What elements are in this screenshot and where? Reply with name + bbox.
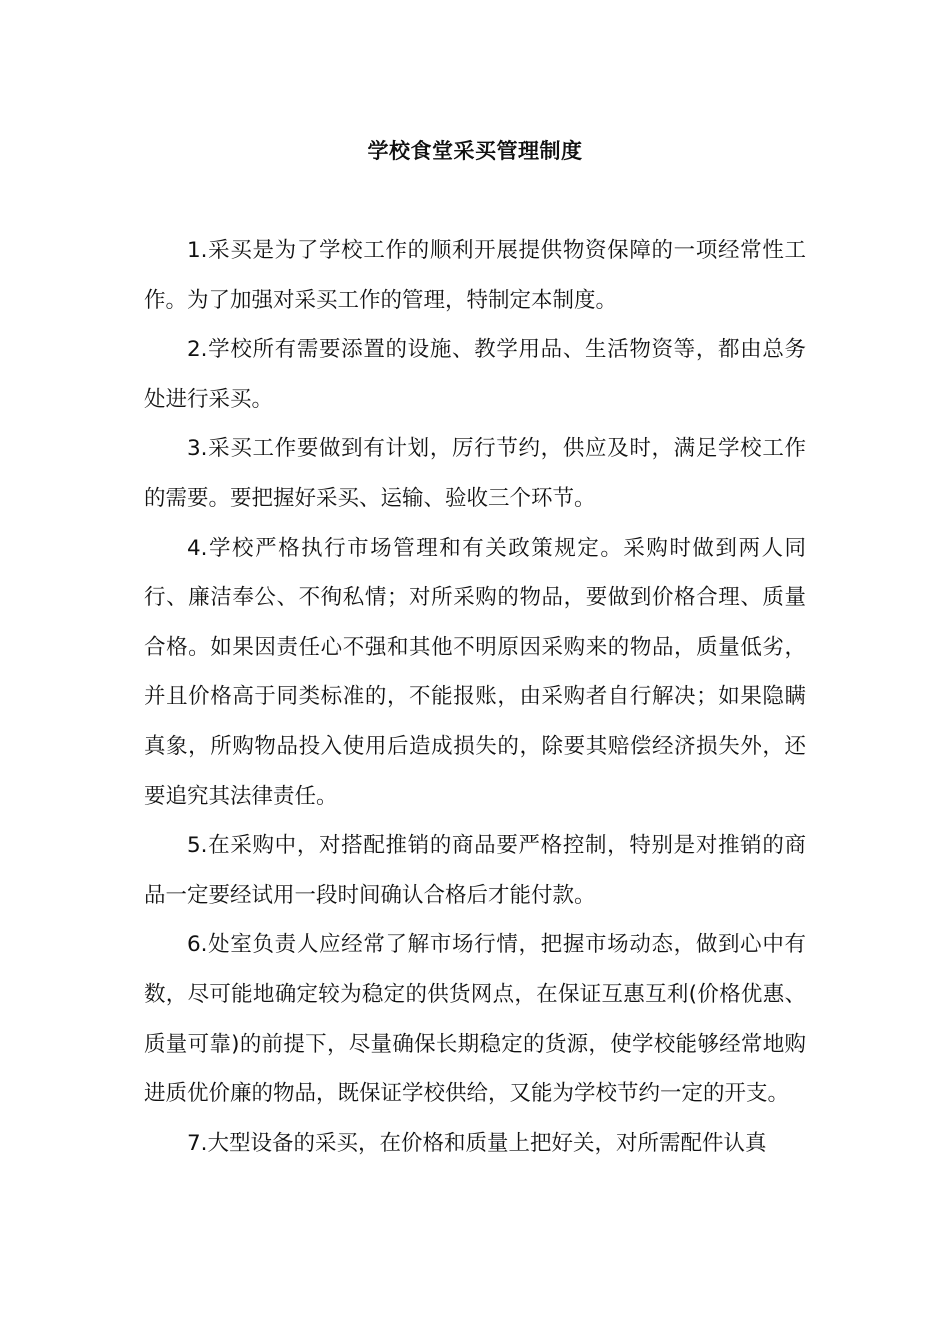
paragraph-3: 3.采买工作要做到有计划，厉行节约，供应及时，满足学校工作的需要。要把握好采买、运输、验收三个环节。 bbox=[144, 436, 806, 511]
paragraph-1: 1.采买是为了学校工作的顺利开展提供物资保障的一项经常性工作。为了加强对采买工作的管理，特制定本制度。 bbox=[144, 238, 806, 313]
paragraph-6: 6.处室负责人应经常了解市场行情，把握市场动态，做到心中有数，尽可能地确定较为稳定的供货网点，在保证互惠互利(价格优惠、质量可靠)的前提下，尽量确保长期稳定的货源，使学校能够经常地购进质优价廉的物品，既保证学校供给，又能为学校节约一定的开支。 bbox=[144, 932, 806, 1107]
paragraph-2: 2.学校所有需要添置的设施、教学用品、生活物资等，都由总务处进行采买。 bbox=[144, 337, 806, 412]
document-body bbox=[144, 226, 806, 1168]
paragraph-5: 5.在采购中，对搭配推销的商品要严格控制，特别是对推销的商品一定要经试用一段时间确认合格后才能付款。 bbox=[144, 833, 806, 908]
paragraph-4: 4.学校严格执行市场管理和有关政策规定。采购时做到两人同行、廉洁奉公、不徇私情；对所采购的物品，要做到价格合理、质量合格。如果因责任心不强和其他不明原因采购来的物品，质量低劣，并且价格高于同类标准的，不能报账，由采购者自行解决；如果隐瞒真象，所购物品投入使用后造成损失的，除要其赔偿经济损失外，还要追究其法律责任。 bbox=[144, 535, 806, 809]
document-title: 学校食堂采买管理制度 bbox=[367, 139, 583, 163]
paragraph-7: 7.大型设备的采买，在价格和质量上把好关，对所需配件认真 bbox=[187, 1130, 767, 1156]
